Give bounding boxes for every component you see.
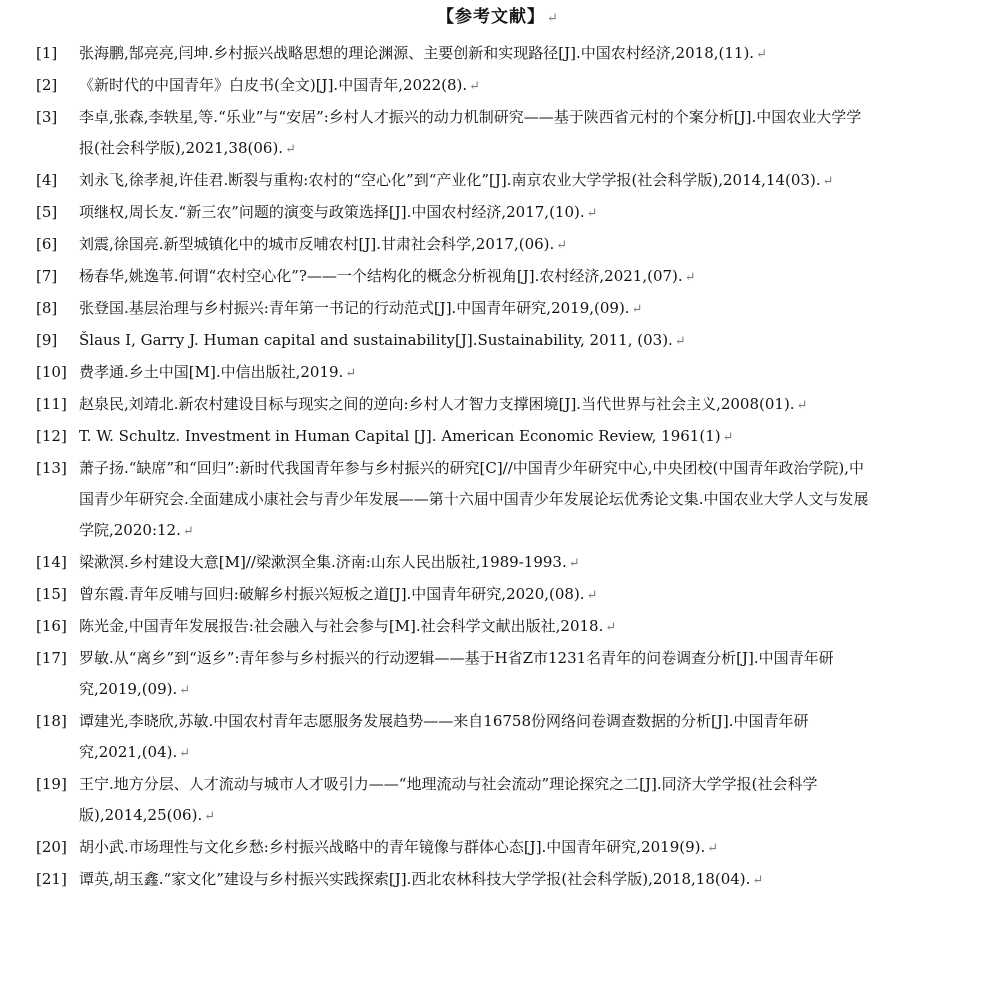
paragraph-mark-icon: ↵ (586, 588, 598, 603)
reference-citation: 王宁.地方分层、人才流动与城市人才吸引力——“地理流动与社会流动”理论探究之二[J].同济大学学报(社会科学版),2014,25(06). (79, 775, 818, 824)
reference-citation: 曾东霞.青年反哺与回归:破解乡村振兴短板之道[J].中国青年研究,2020,(08). (79, 585, 585, 603)
reference-text (79, 325, 871, 357)
reference-number: [14] (36, 553, 67, 571)
reference-text (79, 453, 871, 547)
reference-text (79, 421, 871, 453)
reference-item (0, 261, 996, 293)
reference-citation: 谭建光,李晓欣,苏敏.中国农村青年志愿服务发展趋势——来自16758份网络问卷调查数据的分析[J].中国青年研究,2021,(04). (79, 712, 809, 761)
reference-text (79, 70, 871, 102)
reference-number: [6] (36, 235, 58, 253)
paragraph-mark-icon: ↵ (179, 683, 191, 698)
paragraph-mark-icon: ↵ (556, 238, 568, 253)
reference-number: [13] (36, 459, 67, 477)
paragraph-mark-icon: ↵ (722, 430, 734, 445)
reference-text (79, 706, 871, 769)
reference-number: [11] (36, 395, 67, 413)
reference-text (79, 769, 871, 832)
paragraph-mark-icon: ↵ (756, 47, 767, 62)
reference-number: [1] (36, 44, 58, 62)
paragraph-mark-icon: ↵ (707, 841, 719, 856)
reference-item (0, 229, 996, 261)
paragraph-mark-icon: ↵ (605, 620, 617, 635)
reference-item (0, 293, 996, 325)
reference-number: [8] (36, 299, 58, 317)
reference-citation: 刘永飞,徐孝昶,许佳君.断裂与重构:农村的“空心化”到“产业化”[J].南京农业大学学报(社会科学版),2014,14(03). (79, 171, 821, 189)
reference-citation: Šlaus I, Garry J. Human capital and sustainability[J].Sustainability, 2011, (03). (79, 331, 673, 349)
reference-citation: 胡小武.市场理性与文化乡愁:乡村振兴战略中的青年镜像与群体心态[J].中国青年研究,2019(9). (79, 838, 706, 856)
paragraph-mark-icon: ↵ (179, 746, 191, 761)
reference-item (0, 102, 996, 165)
reference-item (0, 389, 996, 421)
reference-citation: 谭英,胡玉鑫.“家文化”建设与乡村振兴实践探索[J].西北农林科技大学学报(社会科学版),2018,18(04). (79, 870, 751, 888)
reference-item (0, 643, 996, 706)
reference-text (79, 579, 871, 611)
reference-citation: 罗敏.从“离乡”到“返乡”:青年参与乡村振兴的行动逻辑——基于H省Z市1231名青年的问卷调查分析[J].中国青年研究,2019,(09). (79, 649, 834, 698)
reference-citation: 陈光金,中国青年发展报告:社会融入与社会参与[M].社会科学文献出版社,2018. (79, 617, 604, 635)
paragraph-mark-icon: ↵ (469, 79, 481, 94)
paragraph-mark-icon: ↵ (796, 398, 808, 413)
paragraph-mark-icon: ↵ (631, 302, 643, 317)
reference-citation: 李卓,张森,李轶星,等.“乐业”与“安居”:乡村人才振兴的动力机制研究——基于陕西省元村的个案分析[J].中国农业大学学报(社会科学版),2021,38(06). (79, 108, 862, 157)
reference-number: [3] (36, 108, 58, 126)
references-heading (0, 4, 996, 32)
reference-number: [15] (36, 585, 67, 603)
reference-text (79, 389, 871, 421)
reference-text (79, 864, 871, 896)
paragraph-mark-icon: ↵ (684, 270, 696, 285)
reference-text (79, 832, 871, 864)
reference-text (79, 611, 871, 643)
paragraph-mark-icon: ↵ (285, 142, 296, 157)
reference-text (79, 293, 871, 325)
reference-number: [20] (36, 838, 67, 856)
reference-item (0, 769, 996, 832)
reference-text (79, 261, 871, 293)
paragraph-mark-icon: ↵ (182, 524, 194, 539)
reference-citation: 杨春华,姚逸苇.何谓“农村空心化”?——一个结构化的概念分析视角[J].农村经济,2021,(07). (79, 267, 683, 285)
reference-number: [5] (36, 203, 58, 221)
reference-citation: 张海鹏,郜亮亮,闫坤.乡村振兴战略思想的理论渊源、主要创新和实现路径[J].中国农村经济,2018,(11). (79, 44, 755, 62)
reference-citation: 萧子扬.“缺席”和“回归”:新时代我国青年参与乡村振兴的研究[C]//中国青少年研究中心,中央团校(中国青年政治学院),中国青少年研究会.全面建成小康社会与青少年发展——第十六届中国青少年发展论坛优秀论文集.中国农业大学人文与发展学院,2020:12. (79, 459, 869, 539)
reference-citation: 《新时代的中国青年》白皮书(全文)[J].中国青年,2022(8). (79, 76, 468, 94)
reference-citation: 梁漱溟.乡村建设大意[M]//梁漱溟全集.济南:山东人民出版社,1989-1993. (79, 553, 567, 571)
reference-item (0, 325, 996, 357)
reference-citation: T. W. Schultz. Investment in Human Capital [J]. American Economic Review, 1961(1) (79, 427, 721, 445)
paragraph-mark-icon: ↵ (586, 206, 598, 221)
reference-citation: 赵泉民,刘靖北.新农村建设目标与现实之间的逆向:乡村人才智力支撑困境[J].当代世界与社会主义,2008(01). (79, 395, 795, 413)
paragraph-mark-icon: ↵ (568, 556, 580, 571)
reference-number: [10] (36, 363, 67, 381)
reference-list (0, 38, 996, 896)
reference-item (0, 832, 996, 864)
reference-number: [21] (36, 870, 67, 888)
reference-text (79, 643, 871, 706)
reference-item (0, 421, 996, 453)
reference-number: [18] (36, 712, 67, 730)
reference-text (79, 165, 871, 197)
reference-item (0, 864, 996, 896)
reference-item (0, 547, 996, 579)
reference-item (0, 38, 996, 70)
reference-text (79, 547, 871, 579)
reference-citation: 项继权,周长友.“新三农”问题的演变与政策选择[J].中国农村经济,2017,(10). (79, 203, 585, 221)
reference-text (79, 38, 871, 70)
reference-number: [2] (36, 76, 58, 94)
paragraph-mark-icon: ↵ (752, 873, 764, 888)
reference-item (0, 579, 996, 611)
reference-text (79, 357, 871, 389)
reference-number: [4] (36, 171, 58, 189)
reference-number: [17] (36, 649, 67, 667)
paragraph-mark-icon: ↵ (674, 334, 686, 349)
reference-item (0, 70, 996, 102)
paragraph-mark-icon: ↵ (822, 174, 834, 189)
paragraph-mark-icon: ↵ (345, 366, 357, 381)
reference-citation: 费孝通.乡土中国[M].中信出版社,2019. (79, 363, 344, 381)
reference-number: [9] (36, 331, 58, 349)
reference-text (79, 229, 871, 261)
reference-number: [12] (36, 427, 67, 445)
reference-item (0, 611, 996, 643)
reference-number: [19] (36, 775, 67, 793)
reference-item (0, 453, 996, 547)
reference-item (0, 165, 996, 197)
reference-citation: 张登国.基层治理与乡村振兴:青年第一书记的行动范式[J].中国青年研究,2019,(09). (79, 299, 630, 317)
reference-item (0, 357, 996, 389)
reference-text (79, 197, 871, 229)
reference-number: [7] (36, 267, 58, 285)
paragraph-mark-icon: ↵ (547, 11, 559, 26)
paragraph-mark-icon: ↵ (204, 809, 216, 824)
reference-item (0, 197, 996, 229)
heading-text: 【参考文献】 (437, 7, 546, 27)
reference-item (0, 706, 996, 769)
reference-citation: 刘震,徐国亮.新型城镇化中的城市反哺农村[J].甘肃社会科学,2017,(06). (79, 235, 555, 253)
reference-number: [16] (36, 617, 67, 635)
reference-text (79, 102, 871, 165)
